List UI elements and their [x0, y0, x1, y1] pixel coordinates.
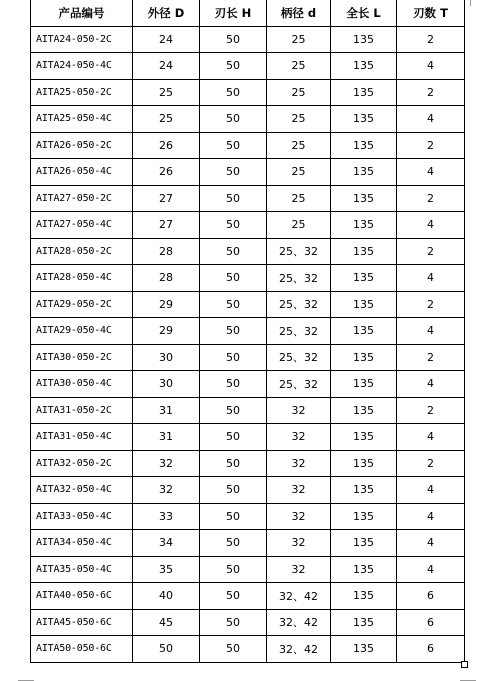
- cell-outer-diameter[interactable]: 31: [133, 397, 200, 424]
- table-resize-handle[interactable]: [461, 661, 468, 668]
- cell-outer-diameter[interactable]: 35: [133, 556, 200, 583]
- cell-product-code[interactable]: AITA26-050-4C: [31, 159, 133, 186]
- cell-shank-diameter[interactable]: 25: [267, 26, 331, 53]
- cell-outer-diameter[interactable]: 28: [133, 238, 200, 265]
- cell-product-code[interactable]: AITA24-050-2C: [31, 26, 133, 53]
- table-row: [31, 530, 465, 557]
- cell-outer-diameter[interactable]: 30: [133, 344, 200, 371]
- cell-flute-count[interactable]: 4: [397, 556, 465, 583]
- cell-total-length[interactable]: 135: [331, 424, 397, 451]
- cell-product-code[interactable]: AITA50-050-6C: [31, 636, 133, 663]
- cell-total-length[interactable]: 135: [331, 265, 397, 292]
- cell-outer-diameter[interactable]: 40: [133, 583, 200, 610]
- cell-shank-diameter[interactable]: 25: [267, 159, 331, 186]
- cell-outer-diameter[interactable]: 30: [133, 371, 200, 398]
- cell-outer-diameter[interactable]: 26: [133, 132, 200, 159]
- cell-total-length[interactable]: 135: [331, 79, 397, 106]
- header-product-code[interactable]: 产品编号: [31, 0, 133, 26]
- table-body: [31, 26, 465, 662]
- cell-flute-count[interactable]: 4: [397, 265, 465, 292]
- cell-total-length[interactable]: 135: [331, 53, 397, 80]
- cell-outer-diameter[interactable]: 24: [133, 26, 200, 53]
- header-flute-count[interactable]: 刃数 T: [397, 0, 465, 26]
- cell-total-length[interactable]: 135: [331, 238, 397, 265]
- table-row: [31, 212, 465, 239]
- cell-flute-count[interactable]: 2: [397, 238, 465, 265]
- table-row: [31, 132, 465, 159]
- cell-blade-length[interactable]: 50: [200, 132, 267, 159]
- table-row: [31, 106, 465, 133]
- cell-outer-diameter[interactable]: 50: [133, 636, 200, 663]
- cell-outer-diameter[interactable]: 29: [133, 318, 200, 345]
- cell-total-length[interactable]: 135: [331, 344, 397, 371]
- cell-shank-diameter[interactable]: 25: [267, 185, 331, 212]
- cell-blade-length[interactable]: 50: [200, 424, 267, 451]
- cell-product-code[interactable]: AITA29-050-2C: [31, 291, 133, 318]
- cell-outer-diameter[interactable]: 33: [133, 503, 200, 530]
- cell-flute-count[interactable]: 4: [397, 318, 465, 345]
- table-row: [31, 79, 465, 106]
- cell-flute-count[interactable]: 4: [397, 159, 465, 186]
- cell-product-code[interactable]: AITA27-050-4C: [31, 212, 133, 239]
- cell-total-length[interactable]: 135: [331, 636, 397, 663]
- table-row: [31, 344, 465, 371]
- cell-flute-count[interactable]: 4: [397, 503, 465, 530]
- table-row: [31, 424, 465, 451]
- cell-flute-count[interactable]: 2: [397, 397, 465, 424]
- cell-outer-diameter[interactable]: 25: [133, 79, 200, 106]
- cell-flute-count[interactable]: 4: [397, 212, 465, 239]
- cell-product-code[interactable]: AITA35-050-4C: [31, 556, 133, 583]
- table-row: [31, 53, 465, 80]
- cell-product-code[interactable]: AITA30-050-4C: [31, 371, 133, 398]
- cell-total-length[interactable]: 135: [331, 503, 397, 530]
- cell-shank-diameter[interactable]: 25、32: [267, 265, 331, 292]
- cell-shank-diameter[interactable]: 32、42: [267, 583, 331, 610]
- cell-product-code[interactable]: AITA27-050-2C: [31, 185, 133, 212]
- header-outer-diameter[interactable]: 外径 D: [133, 0, 200, 26]
- table-header: [31, 0, 465, 26]
- cell-outer-diameter[interactable]: 28: [133, 265, 200, 292]
- cell-blade-length[interactable]: 50: [200, 450, 267, 477]
- cell-blade-length[interactable]: 50: [200, 318, 267, 345]
- cell-product-code[interactable]: AITA24-050-4C: [31, 53, 133, 80]
- cell-total-length[interactable]: 135: [331, 106, 397, 133]
- cell-blade-length[interactable]: 50: [200, 159, 267, 186]
- cell-blade-length[interactable]: 50: [200, 583, 267, 610]
- table-row: [31, 503, 465, 530]
- cell-blade-length[interactable]: 50: [200, 477, 267, 504]
- cell-blade-length[interactable]: 50: [200, 185, 267, 212]
- cell-blade-length[interactable]: 50: [200, 503, 267, 530]
- cell-shank-diameter[interactable]: 25、32: [267, 291, 331, 318]
- cell-blade-length[interactable]: 50: [200, 106, 267, 133]
- cell-outer-diameter[interactable]: 32: [133, 450, 200, 477]
- cell-flute-count[interactable]: 6: [397, 636, 465, 663]
- cell-flute-count[interactable]: 2: [397, 132, 465, 159]
- cell-flute-count[interactable]: 2: [397, 344, 465, 371]
- cell-shank-diameter[interactable]: 25: [267, 106, 331, 133]
- cell-product-code[interactable]: AITA31-050-4C: [31, 424, 133, 451]
- cell-blade-length[interactable]: 50: [200, 53, 267, 80]
- cell-total-length[interactable]: 135: [331, 371, 397, 398]
- cell-flute-count[interactable]: 4: [397, 424, 465, 451]
- cell-total-length[interactable]: 135: [331, 159, 397, 186]
- cell-shank-diameter[interactable]: 25、32: [267, 344, 331, 371]
- header-row: [31, 0, 465, 26]
- cell-total-length[interactable]: 135: [331, 477, 397, 504]
- cell-flute-count[interactable]: 6: [397, 583, 465, 610]
- cell-blade-length[interactable]: 50: [200, 238, 267, 265]
- cell-product-code[interactable]: AITA28-050-2C: [31, 238, 133, 265]
- table-row: [31, 583, 465, 610]
- cell-shank-diameter[interactable]: 32、42: [267, 609, 331, 636]
- cell-shank-diameter[interactable]: 32: [267, 556, 331, 583]
- header-blade-length[interactable]: 刃长 H: [200, 0, 267, 26]
- table-row: [31, 609, 465, 636]
- cell-flute-count[interactable]: 4: [397, 371, 465, 398]
- cell-flute-count[interactable]: 4: [397, 530, 465, 557]
- cell-product-code[interactable]: AITA26-050-2C: [31, 132, 133, 159]
- table-row: [31, 556, 465, 583]
- cell-flute-count[interactable]: 2: [397, 450, 465, 477]
- cell-shank-diameter[interactable]: 32: [267, 424, 331, 451]
- cell-flute-count[interactable]: 2: [397, 79, 465, 106]
- spec-table-container: [30, 0, 464, 663]
- cell-total-length[interactable]: 135: [331, 583, 397, 610]
- cell-total-length[interactable]: 135: [331, 185, 397, 212]
- cell-product-code[interactable]: AITA33-050-4C: [31, 503, 133, 530]
- cell-product-code[interactable]: AITA45-050-6C: [31, 609, 133, 636]
- cell-total-length[interactable]: 135: [331, 318, 397, 345]
- cell-blade-length[interactable]: 50: [200, 212, 267, 239]
- cell-flute-count[interactable]: 2: [397, 291, 465, 318]
- cell-product-code[interactable]: AITA30-050-2C: [31, 344, 133, 371]
- cell-blade-length[interactable]: 50: [200, 636, 267, 663]
- cell-blade-length[interactable]: 50: [200, 291, 267, 318]
- cell-shank-diameter[interactable]: 25: [267, 79, 331, 106]
- cell-shank-diameter[interactable]: 32、42: [267, 636, 331, 663]
- cell-total-length[interactable]: 135: [331, 609, 397, 636]
- header-shank-diameter[interactable]: 柄径 d: [267, 0, 331, 26]
- cell-product-code[interactable]: AITA28-050-4C: [31, 265, 133, 292]
- table-row: [31, 318, 465, 345]
- cell-shank-diameter[interactable]: 32: [267, 477, 331, 504]
- cell-shank-diameter[interactable]: 25、32: [267, 318, 331, 345]
- table-row: [31, 265, 465, 292]
- cell-blade-length[interactable]: 50: [200, 609, 267, 636]
- cell-outer-diameter[interactable]: 24: [133, 53, 200, 80]
- cell-blade-length[interactable]: 50: [200, 371, 267, 398]
- cell-blade-length[interactable]: 50: [200, 26, 267, 53]
- cell-outer-diameter[interactable]: 45: [133, 609, 200, 636]
- cell-outer-diameter[interactable]: 26: [133, 159, 200, 186]
- cell-blade-length[interactable]: 50: [200, 530, 267, 557]
- table-row: [31, 26, 465, 53]
- cell-total-length[interactable]: 135: [331, 530, 397, 557]
- cell-shank-diameter[interactable]: 32: [267, 450, 331, 477]
- cell-total-length[interactable]: 135: [331, 291, 397, 318]
- cell-product-code[interactable]: AITA32-050-2C: [31, 450, 133, 477]
- cell-total-length[interactable]: 135: [331, 556, 397, 583]
- table-row: [31, 185, 465, 212]
- cell-outer-diameter[interactable]: 34: [133, 530, 200, 557]
- cell-total-length[interactable]: 135: [331, 212, 397, 239]
- page-corner-mark: [470, 0, 481, 6]
- header-total-length[interactable]: 全长 L: [331, 0, 397, 26]
- cell-product-code[interactable]: AITA25-050-4C: [31, 106, 133, 133]
- table-row: [31, 636, 465, 663]
- cell-outer-diameter[interactable]: 31: [133, 424, 200, 451]
- cell-blade-length[interactable]: 50: [200, 79, 267, 106]
- cell-outer-diameter[interactable]: 27: [133, 212, 200, 239]
- table-row: [31, 291, 465, 318]
- cell-shank-diameter[interactable]: 25: [267, 212, 331, 239]
- cell-total-length[interactable]: 135: [331, 26, 397, 53]
- cell-shank-diameter[interactable]: 25: [267, 132, 331, 159]
- cell-total-length[interactable]: 135: [331, 450, 397, 477]
- cell-blade-length[interactable]: 50: [200, 265, 267, 292]
- cell-product-code[interactable]: AITA31-050-2C: [31, 397, 133, 424]
- cell-shank-diameter[interactable]: 25: [267, 53, 331, 80]
- cell-flute-count[interactable]: 6: [397, 609, 465, 636]
- table-row: [31, 238, 465, 265]
- cell-blade-length[interactable]: 50: [200, 397, 267, 424]
- cell-outer-diameter[interactable]: 29: [133, 291, 200, 318]
- cell-shank-diameter[interactable]: 32: [267, 530, 331, 557]
- cell-flute-count[interactable]: 2: [397, 26, 465, 53]
- cell-blade-length[interactable]: 50: [200, 344, 267, 371]
- cell-product-code[interactable]: AITA34-050-4C: [31, 530, 133, 557]
- cell-flute-count[interactable]: 4: [397, 106, 465, 133]
- table-row: [31, 477, 465, 504]
- table-row: [31, 371, 465, 398]
- cell-outer-diameter[interactable]: 25: [133, 106, 200, 133]
- cell-outer-diameter[interactable]: 27: [133, 185, 200, 212]
- cell-shank-diameter[interactable]: 32: [267, 503, 331, 530]
- table-row: [31, 159, 465, 186]
- cell-shank-diameter[interactable]: 25、32: [267, 371, 331, 398]
- cell-product-code[interactable]: AITA29-050-4C: [31, 318, 133, 345]
- cell-outer-diameter[interactable]: 32: [133, 477, 200, 504]
- cell-shank-diameter[interactable]: 25、32: [267, 238, 331, 265]
- table-row: [31, 397, 465, 424]
- cell-total-length[interactable]: 135: [331, 132, 397, 159]
- cell-flute-count[interactable]: 4: [397, 53, 465, 80]
- page-corner-mark: [460, 670, 476, 681]
- cell-flute-count[interactable]: 2: [397, 185, 465, 212]
- cell-product-code[interactable]: AITA40-050-6C: [31, 583, 133, 610]
- cell-total-length[interactable]: 135: [331, 397, 397, 424]
- cell-product-code[interactable]: AITA25-050-2C: [31, 79, 133, 106]
- cell-flute-count[interactable]: 4: [397, 477, 465, 504]
- cell-shank-diameter[interactable]: 32: [267, 397, 331, 424]
- cell-product-code[interactable]: AITA32-050-4C: [31, 477, 133, 504]
- table-row: [31, 450, 465, 477]
- cell-blade-length[interactable]: 50: [200, 556, 267, 583]
- spec-table[interactable]: [30, 0, 465, 663]
- page-corner-mark: [18, 670, 34, 681]
